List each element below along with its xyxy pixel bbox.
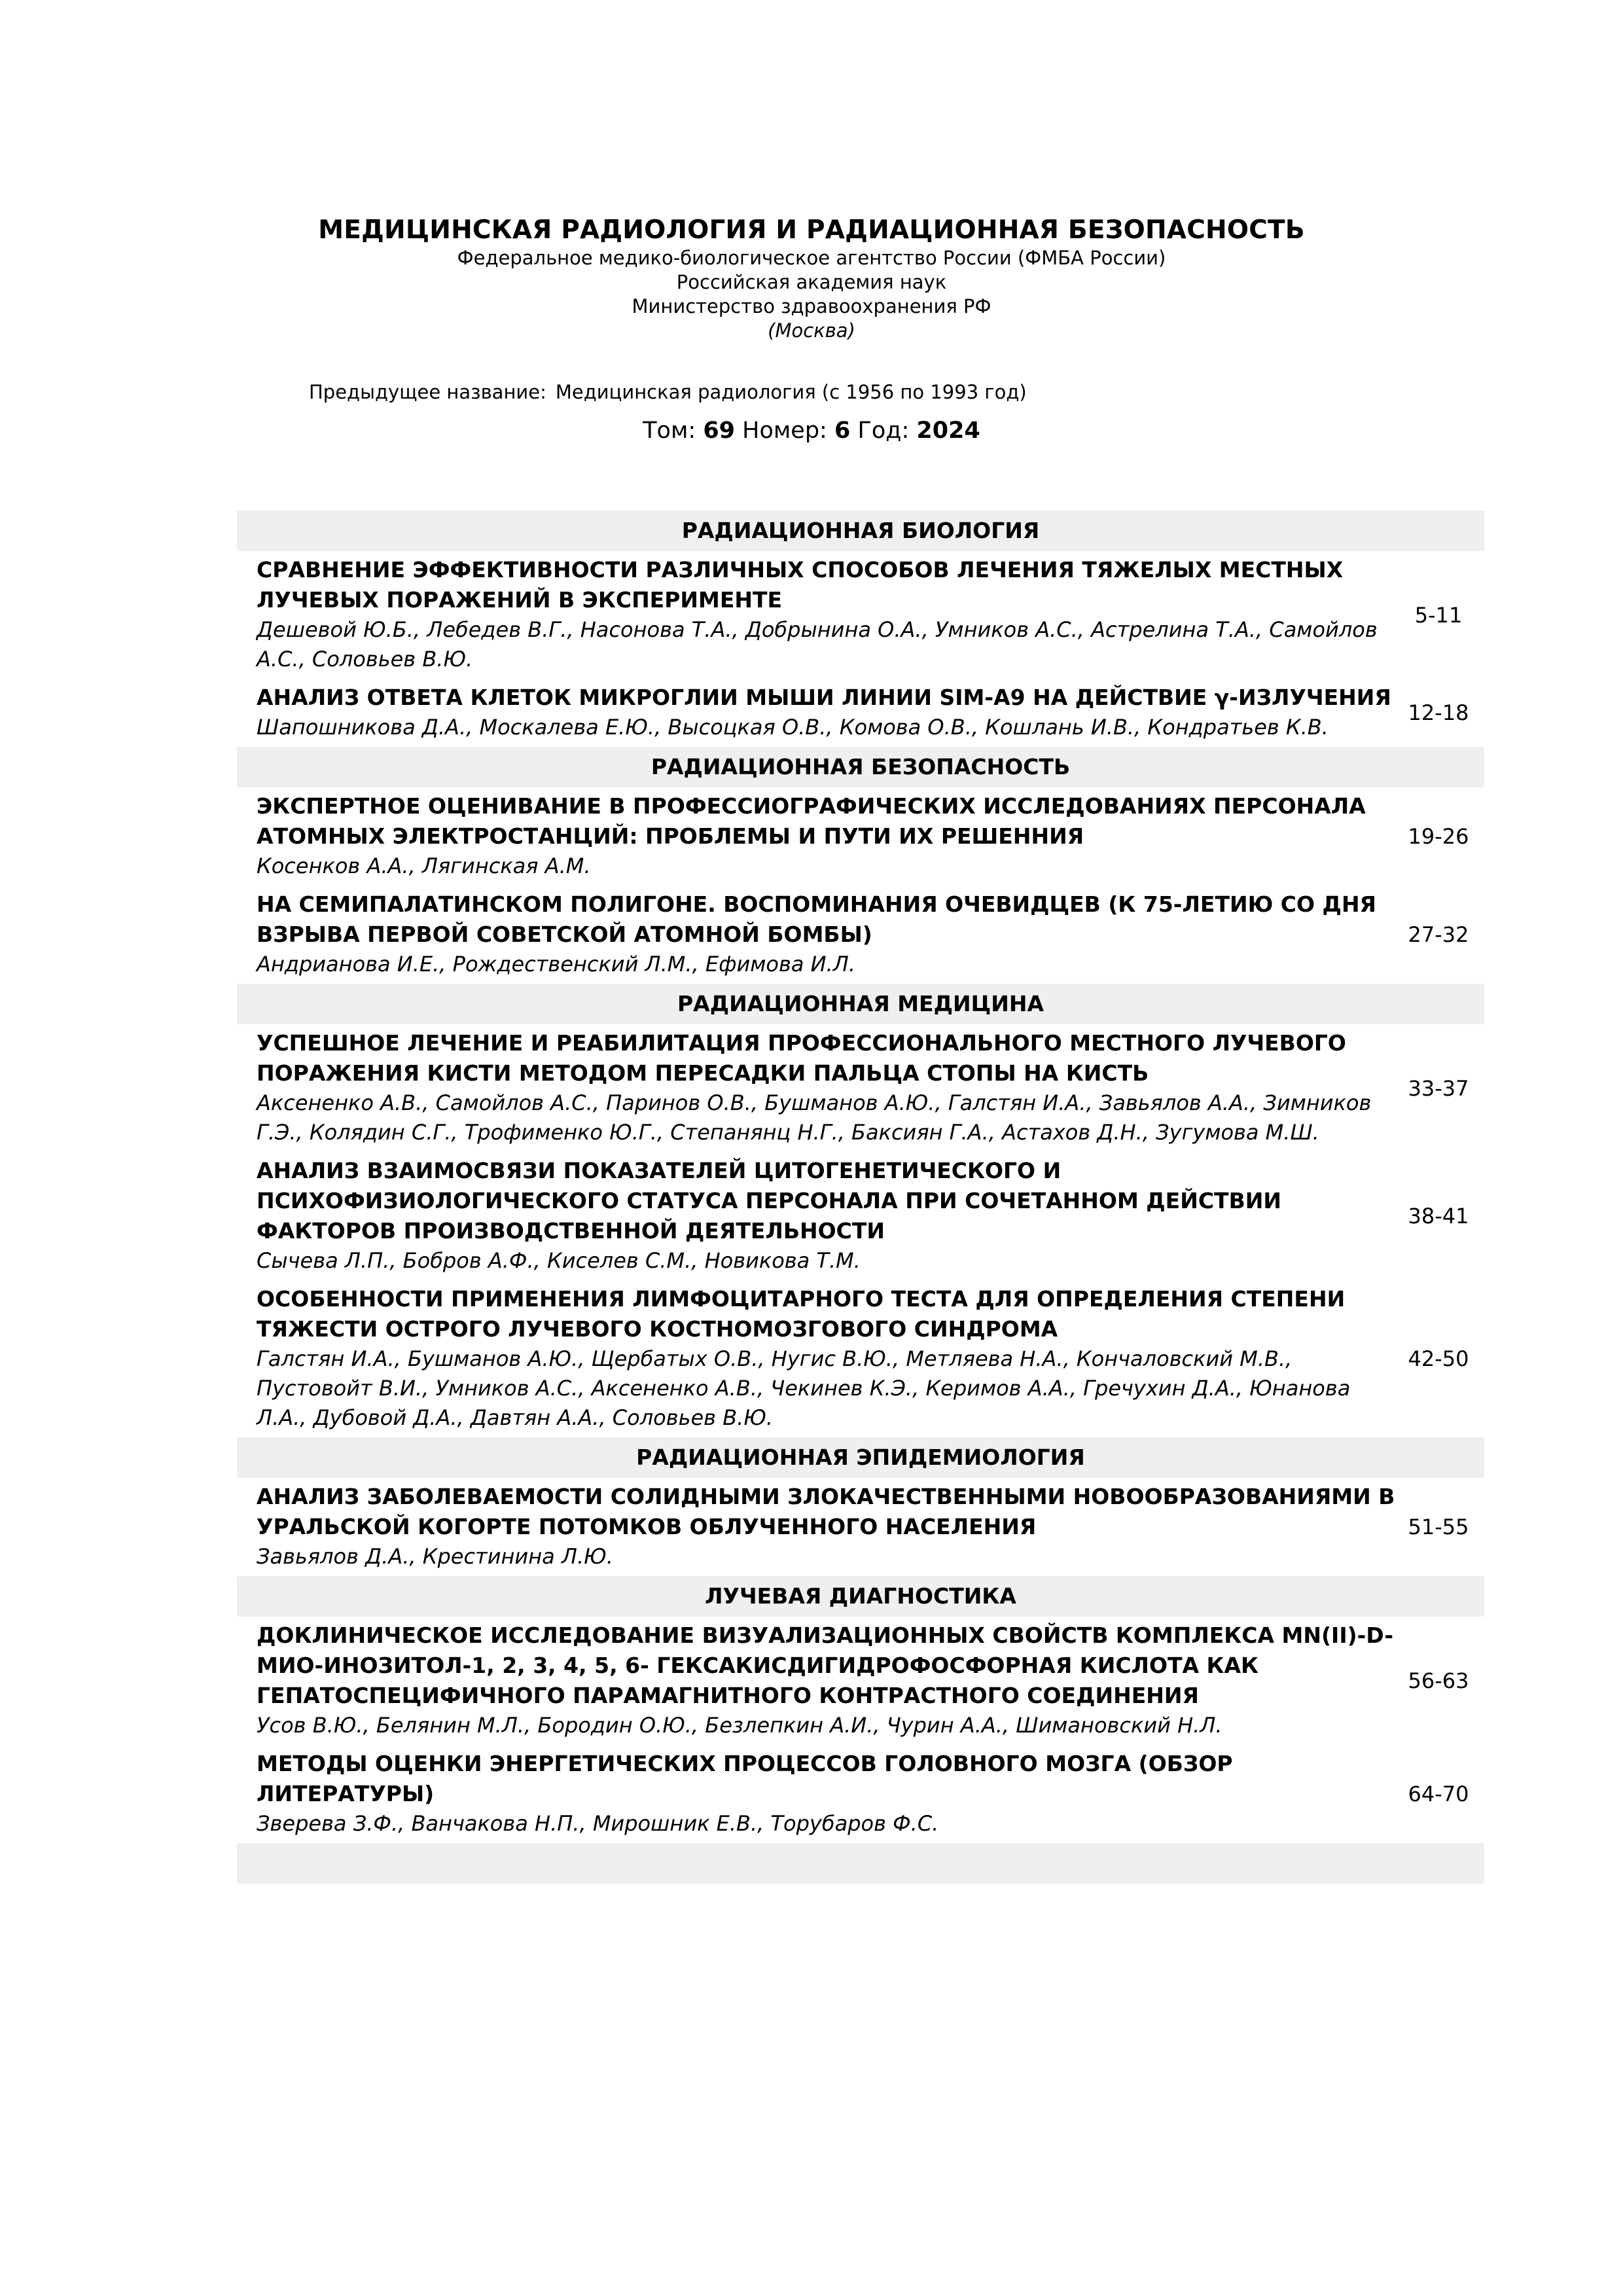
publisher-line: Министерство здравоохранения РФ xyxy=(632,295,991,317)
article-authors: Галстян И.А., Бушманов А.Ю., Щербатых О.В., Нугис В.Ю., Метляева Н.А., Кончаловский М.В., Пустовойт В.И., Умников А.С., Аксененко А.В., Чекинев К.Э., Керимов А.А., Гречухин Д.А., Юнанова Л.А., Дубовой Д.А., Давтян А.А., Соловьев В.Ю. xyxy=(257,1346,1351,1430)
number-value: 6 xyxy=(834,418,851,444)
number-label: Номер: xyxy=(742,418,827,444)
section-heading: ЛУЧЕВАЯ ДИАГНОСТИКА xyxy=(237,1576,1484,1617)
article-authors: Завьялов Д.А., Крестинина Л.Ю. xyxy=(257,1544,613,1569)
section-heading: РАДИАЦИОННАЯ БЕЗОПАСНОСТЬ xyxy=(237,747,1484,787)
article-entry[interactable] xyxy=(237,1617,1484,1745)
article-pages: 51-55 xyxy=(1408,1515,1469,1539)
article-title[interactable]: НА СЕМИПАЛАТИНСКОМ ПОЛИГОНЕ. ВОСПОМИНАНИЯ ОЧЕВИДЦЕВ (К 75-ЛЕТИЮ СО ДНЯ ВЗРЫВА ПЕРВОЙ СОВЕТСКОЙ АТОМНОЙ БОМБЫ) xyxy=(257,891,1376,947)
article-authors: Андрианова И.Е., Рождественский Л.М., Ефимова И.Л. xyxy=(257,952,855,977)
article-title[interactable]: МЕТОДЫ ОЦЕНКИ ЭНЕРГЕТИЧЕСКИХ ПРОЦЕССОВ ГОЛОВНОГО МОЗГА (ОБЗОР ЛИТЕРАТУРЫ) xyxy=(257,1751,1233,1806)
article-entry[interactable] xyxy=(237,1152,1484,1280)
publisher-line: Российская академия наук xyxy=(676,271,947,293)
article-title[interactable]: ОСОБЕННОСТИ ПРИМЕНЕНИЯ ЛИМФОЦИТАРНОГО ТЕСТА ДЛЯ ОПРЕДЕЛЕНИЯ СТЕПЕНИ ТЯЖЕСТИ ОСТРОГО ЛУЧЕВОГО КОСТНОМОЗГОВОГО СИНДРОМА xyxy=(257,1286,1346,1342)
article-title[interactable]: УСПЕШНОЕ ЛЕЧЕНИЕ И РЕАБИЛИТАЦИЯ ПРОФЕССИОНАЛЬНОГО МЕСТНОГО ЛУЧЕВОГО ПОРАЖЕНИЯ КИСТИ МЕТОДОМ ПЕРЕСАДКИ ПАЛЬЦА СТОПЫ НА КИСТЬ xyxy=(257,1030,1346,1086)
article-title[interactable]: ЭКСПЕРТНОЕ ОЦЕНИВАНИЕ В ПРОФЕССИОГРАФИЧЕСКИХ ИССЛЕДОВАНИЯХ ПЕРСОНАЛА АТОМНЫХ ЭЛЕКТРОСТАНЦИЙ: ПРОБЛЕМЫ И ПУТИ ИХ РЕШЕННИЯ xyxy=(257,793,1366,849)
article-title[interactable]: АНАЛИЗ ЗАБОЛЕВАЕМОСТИ СОЛИДНЫМИ ЗЛОКАЧЕСТВЕННЫМИ НОВООБРАЗОВАНИЯМИ В УРАЛЬСКОЙ КОГОРТЕ ПОТОМКОВ ОБЛУЧЕННОГО НАСЕЛЕНИЯ xyxy=(257,1484,1395,1539)
section-heading: РАДИАЦИОННАЯ БИОЛОГИЯ xyxy=(237,511,1484,551)
article-entry[interactable] xyxy=(237,787,1484,886)
article-authors: Усов В.Ю., Белянин М.Л., Бородин О.Ю., Безлепкин А.И., Чурин А.А., Шимановский Н.Л. xyxy=(257,1713,1222,1738)
article-pages: 56-63 xyxy=(1408,1668,1469,1693)
previous-name xyxy=(309,380,1027,404)
article-authors: Аксененко А.В., Самойлов А.С., Паринов О.В., Бушманов А.Ю., Галстян И.А., Завьялов А.А., Зимников Г.Э., Колядин С.Г., Трофименко Ю.Г., Степанянц Н.Г., Баксиян Г.А., Астахов Д.Н., Зугумова М.Ш. xyxy=(257,1090,1372,1145)
article-authors: Зверева З.Ф., Ванчакова Н.П., Мирошник Е.В., Торубаров Ф.С. xyxy=(257,1811,939,1836)
previous-name-label: Предыдущее название: xyxy=(309,381,546,403)
article-pages: 64-70 xyxy=(1408,1782,1469,1806)
article-entry[interactable] xyxy=(237,1478,1484,1576)
article-pages: 38-41 xyxy=(1408,1204,1469,1229)
article-pages: 5-11 xyxy=(1414,602,1463,628)
year-label: Год: xyxy=(857,418,910,444)
article-authors: Сычева Л.П., Бобров А.Ф., Киселев С.М., Новикова Т.М. xyxy=(257,1248,861,1273)
article-entry[interactable] xyxy=(237,1280,1484,1437)
article-pages: 42-50 xyxy=(1408,1346,1469,1371)
article-title[interactable]: ДОКЛИНИЧЕСКОЕ ИССЛЕДОВАНИЕ ВИЗУАЛИЗАЦИОННЫХ СВОЙСТВ КОМПЛЕКСА MN(II)-D-МИО-ИНОЗИТОЛ-1, 2, 3, 4, 5, 6- ГЕКСАКИСДИГИДРОФОСФОРНАЯ КИСЛОТА КАК ГЕПАТОСПЕЦИФИЧНОГО ПАРАМАГНИТНОГО КОНТРАСТНОГО СОЕДИНЕНИЯ xyxy=(257,1623,1394,1708)
previous-name-value: Медицинская радиология (с 1956 по 1993 год) xyxy=(555,381,1027,403)
journal-header xyxy=(0,215,1623,343)
article-entry[interactable] xyxy=(237,1024,1484,1152)
article-authors: Шапошникова Д.А., Москалева Е.Ю., Высоцкая О.В., Комова О.В., Кошлань И.В., Кондратьев К.В. xyxy=(257,715,1329,740)
article-pages: 33-37 xyxy=(1408,1075,1469,1101)
article-entry[interactable] xyxy=(237,551,1484,679)
article-entry[interactable] xyxy=(237,679,1484,747)
article-title[interactable]: АНАЛИЗ ВЗАИМОСВЯЗИ ПОКАЗАТЕЛЕЙ ЦИТОГЕНЕТИЧЕСКОГО И ПСИХОФИЗИОЛОГИЧЕСКОГО СТАТУСА ПЕРСОНАЛА ПРИ СОЧЕТАННОМ ДЕЙСТВИИ ФАКТОРОВ ПРОИЗВОДСТВЕННОЙ ДЕЯТЕЛЬНОСТИ xyxy=(257,1158,1281,1244)
year-value: 2024 xyxy=(916,418,980,444)
article-pages: 12-18 xyxy=(1408,700,1469,725)
journal-title: МЕДИЦИНСКАЯ РАДИОЛОГИЯ И РАДИАЦИОННАЯ БЕЗОПАСНОСТЬ xyxy=(318,215,1305,245)
issue-info xyxy=(0,416,1623,445)
article-authors: Косенков А.А., Лягинская А.М. xyxy=(257,853,591,878)
section-heading: РАДИАЦИОННАЯ ЭПИДЕМИОЛОГИЯ xyxy=(237,1437,1484,1478)
article-title[interactable]: АНАЛИЗ ОТВЕТА КЛЕТОК МИКРОГЛИИ МЫШИ ЛИНИИ SIM-A9 НА ДЕЙСТВИЕ γ-ИЗЛУЧЕНИЯ xyxy=(257,685,1391,710)
volume-label: Том: xyxy=(643,418,696,444)
article-pages: 19-26 xyxy=(1408,824,1469,849)
journal-city: (Москва) xyxy=(768,319,855,342)
section-heading: РАДИАЦИОННАЯ МЕДИЦИНА xyxy=(237,984,1484,1024)
article-authors: Дешевой Ю.Б., Лебедев В.Г., Насонова Т.А., Добрынина О.А., Умников А.С., Астрелина Т.А., Самойлов А.С., Соловьев В.Ю. xyxy=(257,617,1378,672)
article-pages: 27-32 xyxy=(1408,922,1469,947)
article-entry[interactable] xyxy=(237,886,1484,984)
volume-value: 69 xyxy=(703,418,736,444)
toc-footer-bar xyxy=(237,1843,1484,1884)
table-of-contents xyxy=(237,511,1484,1884)
publisher-line: Федеральное медико-биологическое агентство России (ФМБА России) xyxy=(457,247,1166,269)
article-entry[interactable] xyxy=(237,1745,1484,1843)
article-title[interactable]: СРАВНЕНИЕ ЭФФЕКТИВНОСТИ РАЗЛИЧНЫХ СПОСОБОВ ЛЕЧЕНИЯ ТЯЖЕЛЫХ МЕСТНЫХ ЛУЧЕВЫХ ПОРАЖЕНИЙ В ЭКСПЕРИМЕНТЕ xyxy=(257,557,1344,613)
